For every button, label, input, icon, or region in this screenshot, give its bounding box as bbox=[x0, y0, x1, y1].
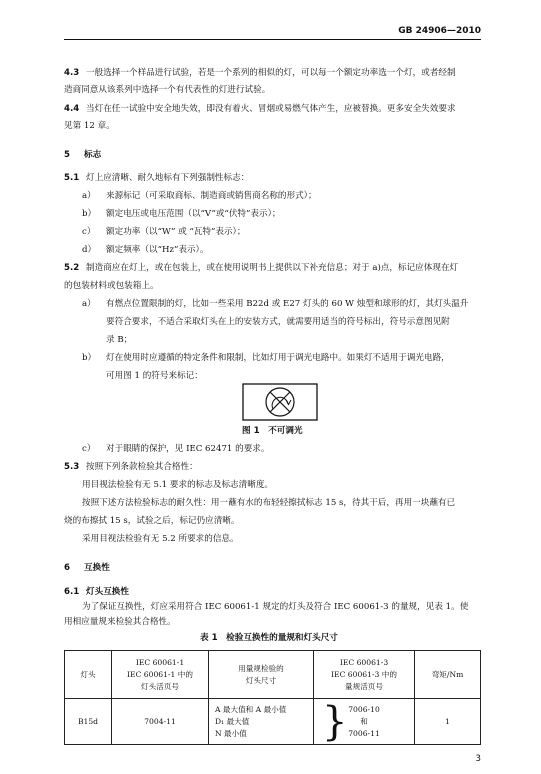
standard-code: GB 24906—2010 bbox=[398, 26, 481, 36]
list-mark: a） bbox=[82, 299, 96, 309]
list-item: 来源标记（可采取商标、制造商或销售商名称的形式）； bbox=[106, 191, 317, 201]
gauge-line: 和 bbox=[360, 716, 368, 726]
table-header-cell: 灯头 bbox=[65, 651, 112, 699]
brace-symbol: } bbox=[322, 699, 348, 745]
clause-title: 灯头互换性 bbox=[86, 587, 129, 597]
paragraph-line: 用目视法检验有无 5.1 要求的标志及标志清晰度。 bbox=[82, 480, 274, 490]
dimension-line: D₁ 最大值 bbox=[215, 716, 250, 726]
clause-number: 4.4 bbox=[64, 104, 80, 114]
paragraph-line: 灯上应清晰、耐久地标有下列强制性标志： bbox=[86, 173, 250, 183]
table-cell: 7004-11 bbox=[112, 699, 209, 745]
table-header-cell bbox=[314, 651, 415, 699]
paragraph-line: 按照下列条款检验其合格性： bbox=[86, 462, 198, 472]
figure-caption: 图 1 不可调光 bbox=[242, 426, 303, 436]
paragraph-line: 当灯在任一试验中安全地失效，即没有着火、冒烟或易燃气体产生，应被替换。更多安全失效要求 bbox=[86, 104, 456, 114]
paragraph-line: 制造商应在灯上，或在包装上，或在使用说明书上提供以下补充信息；对于 a)点，标记应体现在灯 bbox=[86, 263, 459, 273]
section-title: 互换性 bbox=[84, 563, 110, 573]
no-dimming-symbol-icon bbox=[242, 383, 318, 421]
paragraph-line: 的包装材料或包装箱上。 bbox=[64, 281, 159, 291]
list-mark: a） bbox=[82, 191, 96, 201]
gauge-table bbox=[64, 650, 481, 745]
paragraph-line: 为了保证互换性，灯应采用符合 IEC 60061-1 规定的灯头及符合 IEC 60061-3 的量规，见表 1。使 bbox=[82, 602, 469, 612]
list-item: 额定电压或电压范围（以“V”或“伏特”表示）； bbox=[106, 209, 281, 219]
section-number: 5 bbox=[64, 150, 70, 160]
header-line: 用量规检验的 bbox=[238, 663, 284, 673]
table-cell bbox=[209, 699, 314, 745]
list-item: 额定功率（以“W” 或 “瓦特”表示）； bbox=[106, 227, 246, 237]
list-item: 可用图 1 的符号来标记： bbox=[106, 371, 203, 381]
list-item: 要符合要求，不适合采取灯头在上的安装方式，就需要用适当的符号标出，符号示意图见附 bbox=[106, 317, 450, 327]
list-mark: b） bbox=[82, 209, 97, 219]
paragraph-line: 一般选择一个样品进行试验，若是一个系列的相似的灯，可以每一个额定功率选一个灯，或者经制 bbox=[86, 68, 456, 78]
table-header-row bbox=[65, 651, 481, 699]
dimension-line: A 最大值和 A 最小值 bbox=[215, 704, 287, 714]
header-rule bbox=[64, 39, 481, 40]
table-caption: 表 1 检验互换性的量规和灯头尺寸 bbox=[200, 633, 338, 643]
header-line: 灯头尺寸 bbox=[245, 675, 277, 685]
list-item: 对于眼睛的保护，见 IEC 62471 的要求。 bbox=[106, 444, 270, 454]
dimension-line: N 最小值 bbox=[215, 728, 247, 738]
header-line: IEC 60061-3 中的 bbox=[331, 669, 397, 679]
page-number: 3 bbox=[475, 754, 481, 764]
gauge-line: 7006-10 bbox=[348, 704, 380, 714]
clause-number: 5.2 bbox=[64, 263, 80, 273]
header-line: IEC 60061-3 bbox=[339, 657, 389, 667]
paragraph-line: 采用目视法检验有无 5.2 所要求的信息。 bbox=[82, 534, 239, 544]
gauge-line: 7006-11 bbox=[348, 728, 380, 738]
list-item: 有燃点位置限制的灯，比如一些采用 B22d 或 E27 灯头的 60 W 烛型和球形的灯，其灯头温升 bbox=[106, 299, 469, 309]
table-header-cell bbox=[209, 651, 314, 699]
list-mark: c） bbox=[82, 227, 96, 237]
paragraph-line: 按照下述方法检验标志的耐久性：用一蘸有水的布轻轻擦拭标志 15 s，待其干后，再用一块蘸有已 bbox=[82, 498, 456, 508]
table-cell bbox=[314, 699, 415, 745]
section-title: 标志 bbox=[84, 150, 102, 160]
paragraph-line: 见第 12 章。 bbox=[64, 121, 115, 131]
clause-number: 5.3 bbox=[64, 462, 80, 472]
list-item: 额定频率（以“Hz”表示）。 bbox=[106, 245, 209, 255]
clause-number: 6.1 bbox=[64, 587, 80, 597]
header-line: IEC 60061-1 中的 bbox=[127, 669, 193, 679]
table-cell: 1 bbox=[415, 699, 481, 745]
header-line: IEC 60061-1 bbox=[135, 657, 185, 667]
list-mark: c） bbox=[82, 444, 96, 454]
table-header-cell: 弯矩/Nm bbox=[415, 651, 481, 699]
section-number: 6 bbox=[64, 563, 70, 573]
table-header-cell bbox=[112, 651, 209, 699]
paragraph-line: 烧的布擦拭 15 s，试验之后，标记仍应清晰。 bbox=[64, 516, 240, 526]
paragraph-line: 用相应量规来检验其合格性。 bbox=[64, 617, 176, 627]
table-cell: B15d bbox=[65, 699, 112, 745]
header-line: 灯头活页号 bbox=[141, 681, 179, 691]
table-row bbox=[65, 699, 481, 745]
clause-number: 4.3 bbox=[64, 68, 80, 78]
paragraph-line: 造商同意从该系列中选择一个有代表性的灯进行试验。 bbox=[64, 85, 271, 95]
list-mark: b） bbox=[82, 353, 97, 363]
list-item: 录 B； bbox=[106, 335, 133, 345]
list-item: 灯在使用时应遵循的特定条件和限制，比如灯用于调光电路中。如果灯不适用于调光电路， bbox=[106, 353, 450, 363]
list-mark: d） bbox=[82, 245, 97, 255]
clause-number: 5.1 bbox=[64, 173, 80, 183]
header-line: 量规活页号 bbox=[345, 681, 383, 691]
